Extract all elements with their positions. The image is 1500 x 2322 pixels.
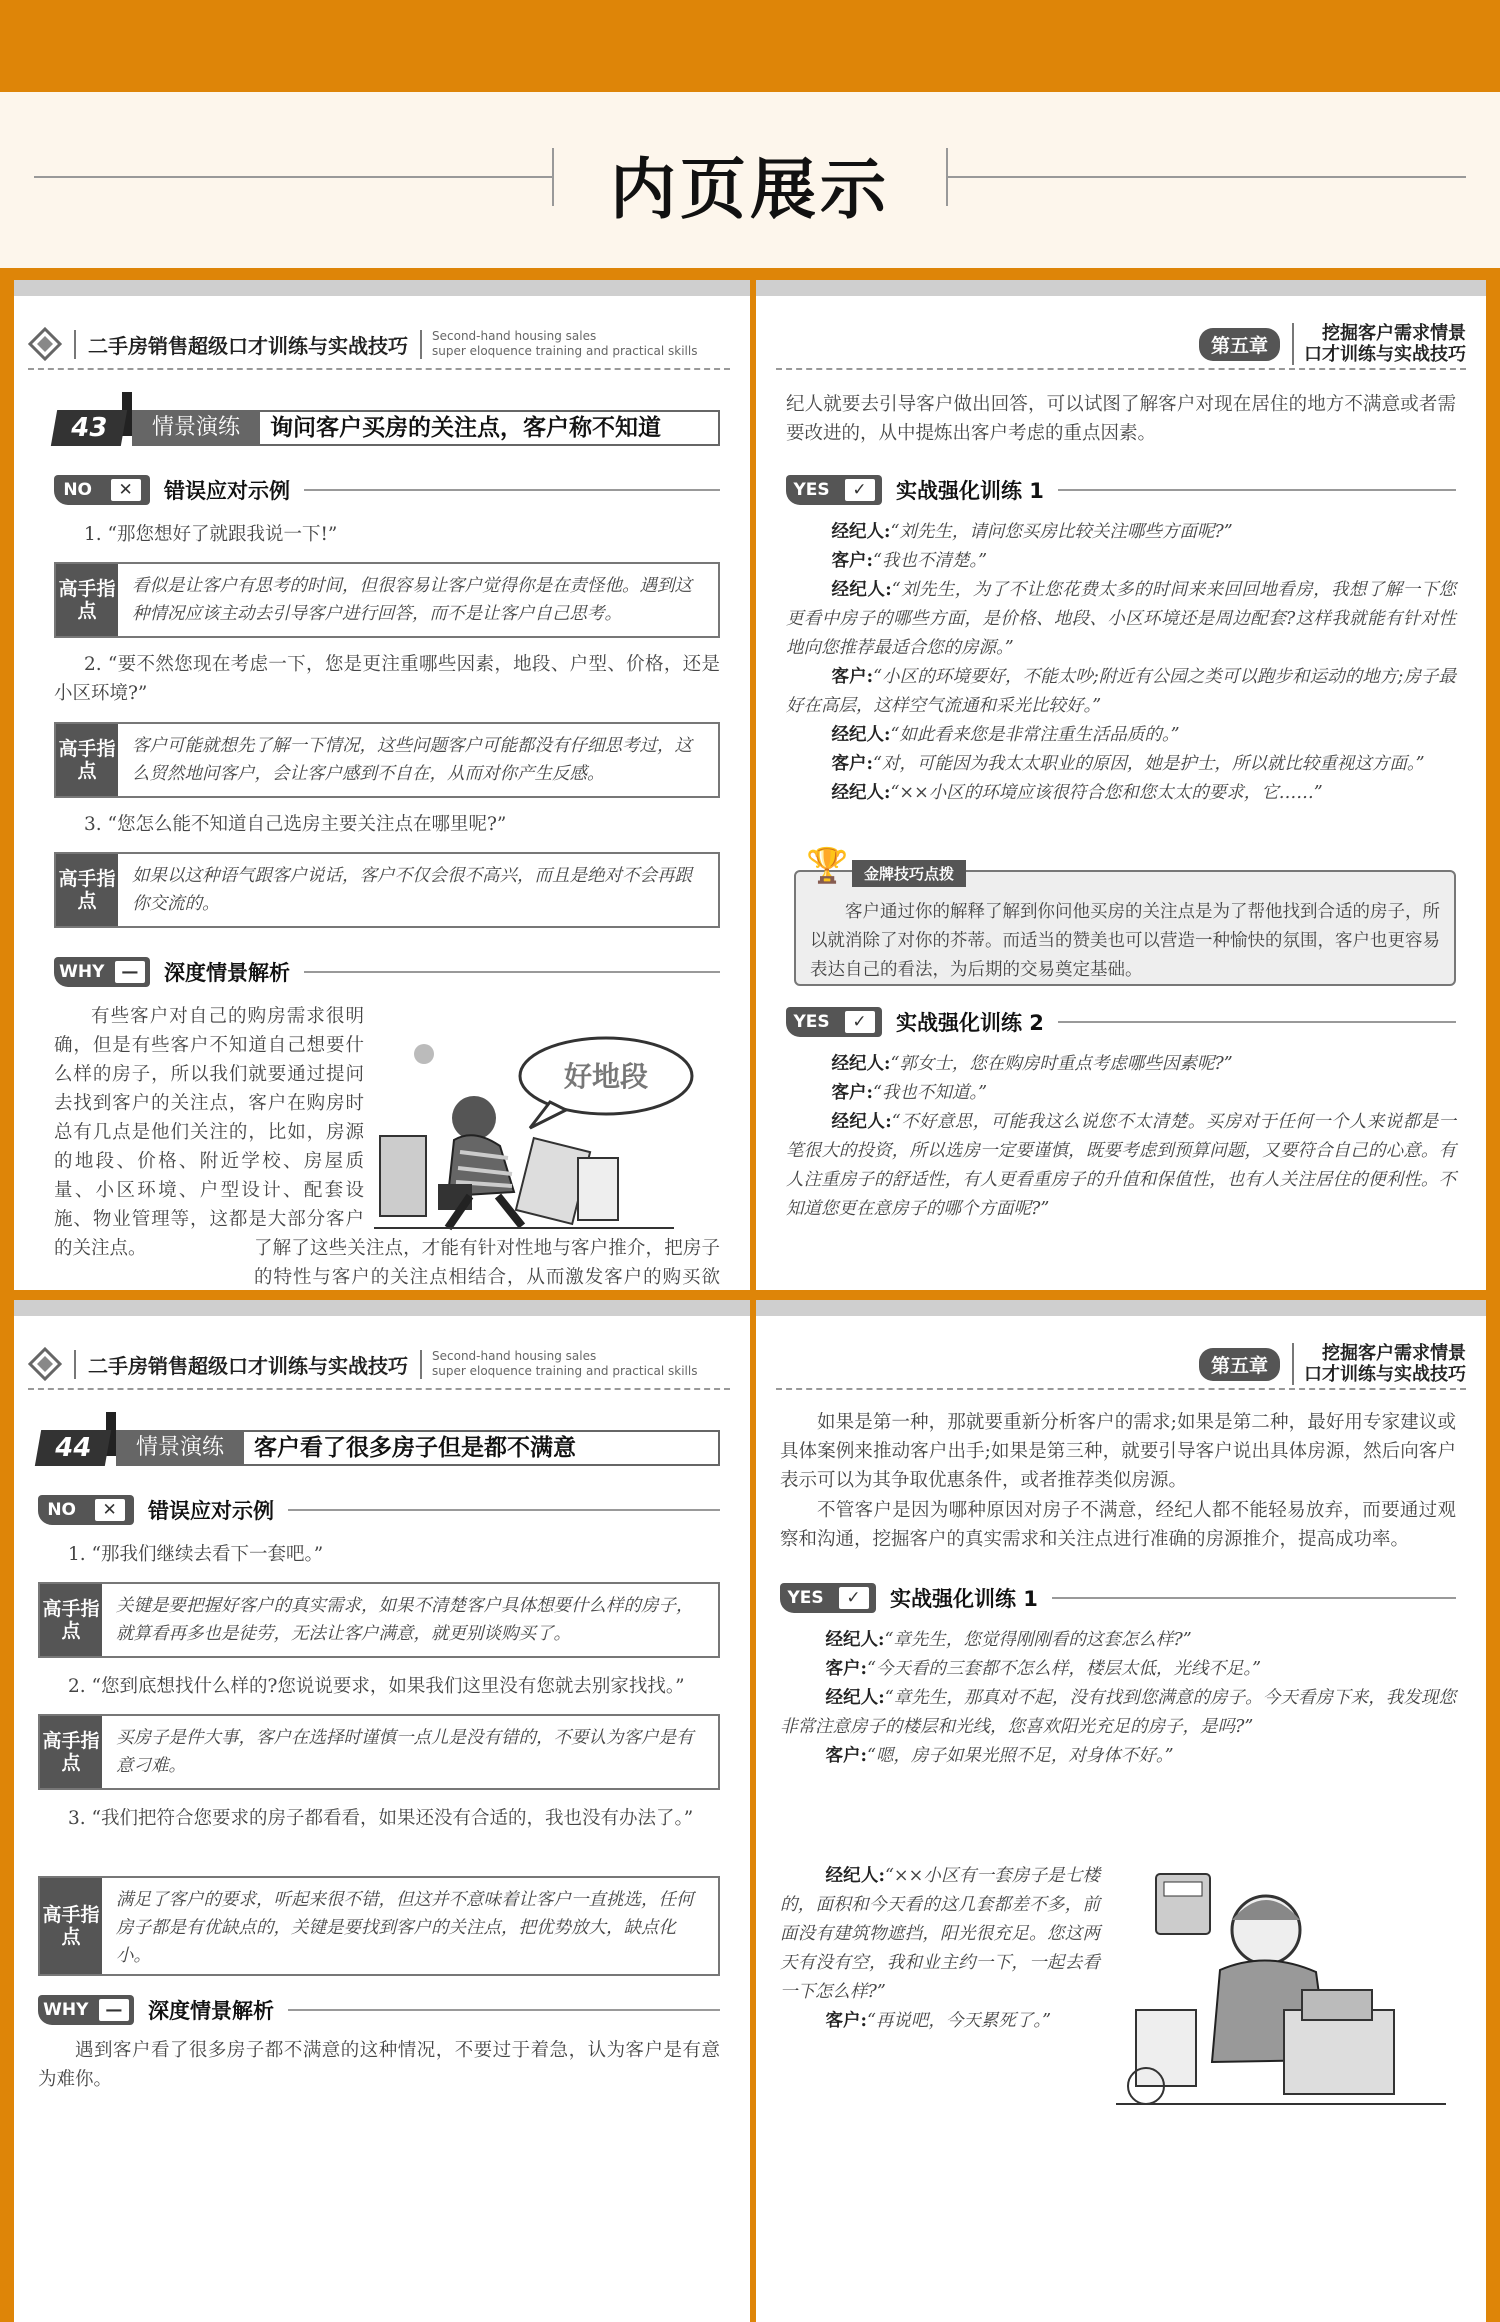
expert-tip <box>54 722 720 798</box>
scene-heading <box>38 1420 720 1472</box>
gold-tip-box <box>794 846 1456 986</box>
book-subtitle-en: Second-hand housing sales super eloquence training and practical skills <box>432 329 698 358</box>
dialogue-block <box>786 518 1456 808</box>
scene-title: 客户看了很多房子但是都不满意 <box>244 1430 720 1466</box>
tip-tag: 高手指点 <box>56 854 118 926</box>
example-question: 2. “要不然您现在考虑一下，您是更注重哪些因素，地段、户型、价格，还是小区环境?” <box>54 654 720 704</box>
no-badge: NO ✕ <box>54 475 150 505</box>
drill-title: 实战强化训练 1 <box>896 479 1044 503</box>
scene-number: 44 <box>35 1430 111 1466</box>
intro-paragraph: 不管客户是因为哪种原因对房子不满意，经纪人都不能轻易放弃，而要通过观察和沟通，挖掘客户的真实需求和关注点进行准确的房源推介，提高成功率。 <box>780 1500 1456 1550</box>
check-icon: ✓ <box>845 1011 875 1033</box>
section-name: 深度情景解析 <box>164 961 290 985</box>
dialogue-line: 经纪人:“章先生，那真对不起，没有找到您满意的房子。今天看房下来，我发现您非常注意房子的楼层和光线，您喜欢阳光充足的房子，是吗?” <box>780 1688 1456 1737</box>
tip-text: 看似是让客户有思考的时间，但很容易让客户觉得你是在责怪他。遇到这种情况应该主动去引导客户进行回答，而不是让客户自己思考。 <box>132 576 692 624</box>
tip-text: 客户可能就想先了解一下情况，这些问题客户可能都没有仔细思考过，这么贸然地问客户，会让客户感到不自在，从而对你产生反感。 <box>132 736 692 784</box>
section-rule <box>304 489 720 491</box>
tip-tag: 高手指点 <box>56 564 118 636</box>
section-rule <box>1058 489 1456 491</box>
section-header <box>0 92 1500 268</box>
book-title: 二手房销售超级口才训练与实战技巧 <box>74 330 422 359</box>
expert-tip <box>54 852 720 928</box>
tip-text: 满足了客户的要求，听起来很不错，但这并不意味着让客户一直挑选，任何房子都是有优缺点的，关键是要找到客户的关注点，把优势放大，缺点化小。 <box>116 1890 694 1966</box>
example-question: 2. “您到底想找什么样的?您说说要求，如果我们这里没有您就去别家找找。” <box>68 1676 685 1697</box>
tip-tag: 高手指点 <box>40 1584 102 1656</box>
example-question: 3. “我们把符合您要求的房子都看看，如果还没有合适的，我也没有办法了。” <box>68 1808 694 1829</box>
section-rule <box>1052 1597 1456 1599</box>
house-hunting-illustration <box>374 1032 704 1232</box>
section-rule <box>1058 1021 1456 1023</box>
page-99 <box>756 1300 1486 2322</box>
chapter-title: 挖掘客户需求情景 口才训练与实战技巧 <box>1292 1343 1466 1385</box>
book-subtitle-en: Second-hand housing sales super eloquence training and practical skills <box>432 1349 698 1378</box>
example-question: 3. “您怎么能不知道自己选房主要关注点在哪里呢?” <box>84 814 507 835</box>
header-rule-right <box>948 176 1466 178</box>
page-97 <box>756 280 1486 1290</box>
expert-tip <box>54 562 720 638</box>
no-badge: NO ✕ <box>38 1495 134 1525</box>
yes-badge: YES ✓ <box>780 1583 876 1613</box>
dialogue-line: 经纪人:“××小区的环境应该很符合您和您太太的要求，它……” <box>831 783 1323 803</box>
page-96 <box>14 280 750 1290</box>
page-98 <box>14 1300 750 2322</box>
check-icon: ✓ <box>839 1587 869 1609</box>
why-badge: WHY — <box>54 957 150 987</box>
dialogue-block <box>786 1050 1456 1224</box>
dialogue-line: 经纪人:“不好意思，可能我这么说您不太清楚。买房对于任何一个人来说都是一笔很大的投资，所以选房一定要谨慎，既要考虑到预算问题，又要符合自己的心意。有人注重房子的舒适性，有人更看重房子的升值和保值性，也有人关注居住的便利性。不知道您更在意房子的哪个方面呢?” <box>786 1112 1456 1219</box>
check-icon: ✓ <box>845 479 875 501</box>
agent-calculator-illustration <box>1116 1860 1456 2110</box>
dialogue-line: 客户:“我也不知道。” <box>831 1083 988 1103</box>
section-rule <box>288 2009 720 2011</box>
example-question: 1. “那您想好了就跟我说一下!” <box>84 524 338 545</box>
scene-number: 43 <box>51 410 127 446</box>
page-top-bar <box>756 280 1486 296</box>
chapter-badge: 第五章 <box>1199 1348 1280 1381</box>
drill-heading <box>786 1002 1456 1042</box>
dialogue-line: 客户:“小区的环境要好，不能太吵;附近有公园之类可以跑步和运动的地方;房子最好在高层，这样空气流通和采光比较好。” <box>786 667 1456 716</box>
wrong-section-heading <box>38 1490 720 1530</box>
bubble-text: 好地段 <box>563 1060 649 1093</box>
dialogue-block <box>780 1862 1100 2036</box>
trophy-icon: 🏆 <box>806 846 849 886</box>
running-head <box>776 1340 1466 1390</box>
dialogue-block <box>780 1626 1456 1771</box>
chapter-title: 挖掘客户需求情景 口才训练与实战技巧 <box>1292 323 1466 365</box>
section-name: 错误应对示例 <box>148 1499 274 1523</box>
dialogue-line: 客户:“今天看的三套都不怎么样，楼层太低，光线不足。” <box>825 1659 1262 1679</box>
drill-title: 实战强化训练 2 <box>896 1011 1044 1035</box>
intro-paragraph: 如果是第一种，那就要重新分析客户的需求;如果是第二种，最好用专家建议或具体案例来推动客户出手;如果是第三种，就要引导客户说出具体房源，然后向客户表示可以为其争取优惠条件，或者推荐类似房源。 <box>780 1412 1456 1491</box>
dialogue-line: 客户:“再说吧，今天累死了。” <box>825 2011 1052 2031</box>
book-logo-icon <box>28 1347 62 1381</box>
running-head <box>28 1340 730 1390</box>
yes-badge: YES ✓ <box>786 1007 882 1037</box>
dialogue-line: 经纪人:“郭女士，您在购房时重点考虑哪些因素呢?” <box>831 1054 1233 1074</box>
book-logo-icon <box>28 327 62 361</box>
dialogue-line: 客户:“对，可能因为我太太职业的原因，她是护士，所以就比较重视这方面。” <box>831 754 1425 774</box>
section-name: 错误应对示例 <box>164 479 290 503</box>
tip-text: 如果以这种语气跟客户说话，客户不仅会很不高兴，而且是绝对不会再跟你交流的。 <box>132 866 692 914</box>
dash-icon: — <box>99 1999 129 2021</box>
analysis-section-heading <box>54 952 720 992</box>
page-top-bar <box>14 280 750 296</box>
expert-tip <box>38 1714 720 1790</box>
drill-title: 实战强化训练 1 <box>890 1587 1038 1611</box>
why-badge: WHY — <box>38 1995 134 2025</box>
dialogue-line: 经纪人:“章先生，您觉得刚刚看的这套怎么样?” <box>825 1630 1192 1650</box>
top-orange-band <box>0 0 1500 92</box>
page-top-bar <box>756 1300 1486 1316</box>
intro-paragraph: 纪人就要去引导客户做出回答，可以试图了解客户对现在居住的地方不满意或者需要改进的，从中提炼出客户考虑的重点因素。 <box>786 394 1456 444</box>
tip-tag: 高手指点 <box>40 1878 102 1974</box>
chapter-badge: 第五章 <box>1199 328 1280 361</box>
yes-badge: YES ✓ <box>786 475 882 505</box>
scene-label: 情景演练 <box>116 1430 244 1466</box>
example-question: 1. “那我们继续去看下一套吧。” <box>68 1544 324 1565</box>
running-head <box>776 320 1466 370</box>
dialogue-line: 经纪人:“刘先生，为了不让您花费太多的时间来来回回地看房，我想了解一下您更看中房子的哪些方面，是价格、地段、小区环境还是周边配套?这样我就能有针对性地向您推荐最适合您的房源。” <box>786 580 1456 658</box>
dialogue-line: 经纪人:“如此看来您是非常注重生活品质的。” <box>831 725 1180 745</box>
drill-heading <box>786 470 1456 510</box>
tip-tag: 高手指点 <box>40 1716 102 1788</box>
tip-text: 买房子是件大事，客户在选择时谨慎一点儿是没有错的，不要认为客户是有意刁难。 <box>116 1728 694 1776</box>
dialogue-line: 客户:“嗯，房子如果光照不足，对身体不好。” <box>825 1746 1174 1766</box>
cross-icon: ✕ <box>111 479 141 501</box>
drill-heading <box>780 1578 1456 1618</box>
wrong-section-heading <box>54 470 720 510</box>
analysis-section-heading <box>38 1990 720 2030</box>
analysis-paragraph: 遇到客户看了很多房子都不满意的这种情况，不要过于着急，认为客户是有意为难你。 <box>38 2040 720 2090</box>
scene-title: 询问客户买房的关注点，客户称不知道 <box>260 410 720 446</box>
scene-heading <box>54 400 720 452</box>
analysis-paragraph: 了解了这些关注点，才能有针对性地与客户推介，把房子的特性与客户的关注点相结合，从而激发客户的购买欲 <box>254 1238 720 1288</box>
dialogue-line: 经纪人:“××小区有一套房子是七楼的，面积和今天看的这几套都差不多，前面没有建筑物遮挡，阳光很充足。您这两天有没有空，我和业主约一下，一起去看一下怎么样?” <box>780 1866 1100 2002</box>
dialogue-line: 经纪人:“刘先生，请问您买房比较关注哪些方面呢?” <box>831 522 1233 542</box>
running-head <box>28 320 730 370</box>
analysis-paragraph: 有些客户对自己的购房需求很明确，但是有些客户不知道自己想要什么样的房子，所以我们就要通过提问去找到客户的关注点，客户在购房时总有几点是他们关注的，比如，房源的地段、价格、附近学校、房屋质量、小区环境、户型设计、配套设施、物业管理等，这都是大部分客户的关注点。 <box>54 1006 364 1259</box>
gold-tip-text: 客户通过你的解释了解到你问他买房的关注点是为了帮他找到合适的房子，所以就消除了对你的芥蒂。而适当的赞美也可以营造一种愉快的氛围，客户也更容易表达自己的看法，为后期的交易奠定基础。 <box>810 902 1440 980</box>
section-rule <box>304 971 720 973</box>
section-rule <box>288 1509 720 1511</box>
tip-tag: 高手指点 <box>56 724 118 796</box>
tip-text: 关键是要把握好客户的真实需求，如果不清楚客户具体想要什么样的房子，就算看再多也是徒劳，无法让客户满意，就更别谈购买了。 <box>116 1596 694 1644</box>
expert-tip <box>38 1582 720 1658</box>
header-title: 内页展示 <box>610 151 890 228</box>
book-title: 二手房销售超级口才训练与实战技巧 <box>74 1350 422 1379</box>
dialogue-line: 客户:“我也不清楚。” <box>831 551 988 571</box>
cross-icon: ✕ <box>95 1499 125 1521</box>
section-name: 深度情景解析 <box>148 1999 274 2023</box>
expert-tip <box>38 1876 720 1976</box>
book-preview-frame <box>0 268 1500 2322</box>
gold-tip-tag: 金牌技巧点拨 <box>852 860 966 887</box>
scene-label: 情景演练 <box>132 410 260 446</box>
page-top-bar <box>14 1300 750 1316</box>
dash-icon: — <box>115 961 145 983</box>
